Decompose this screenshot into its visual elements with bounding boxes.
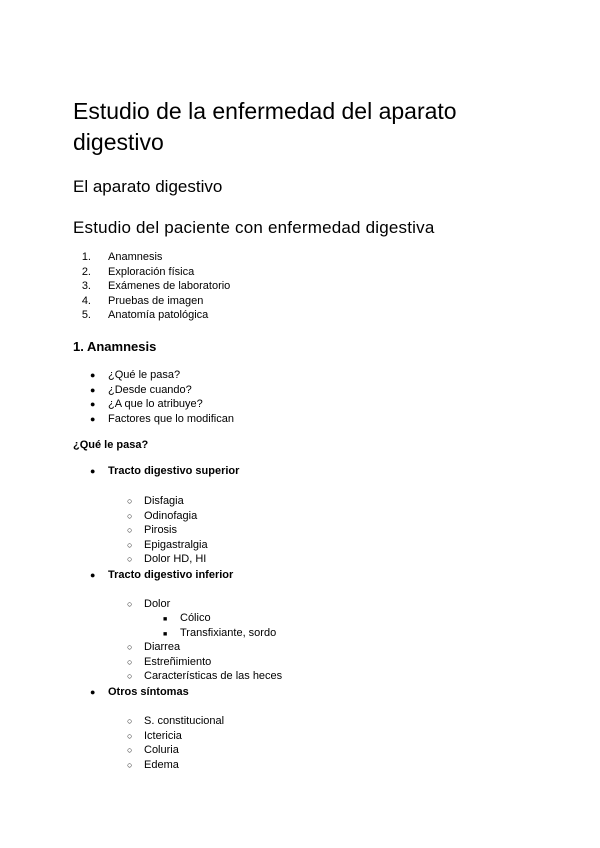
list-item: ● ¿Desde cuando? (90, 383, 192, 396)
otros-items (127, 714, 224, 772)
list-item: 2. Exploración física (81, 265, 195, 278)
inferior-items (127, 640, 282, 684)
list-item: ● Factores que lo modifican (90, 412, 234, 425)
que-le-pasa-heading: ¿Qué le pasa? (73, 439, 149, 451)
list-item: ● ¿A que lo atribuye? (90, 398, 203, 411)
circle-icon: ○ (127, 539, 133, 550)
bullet-icon: ● (90, 466, 96, 476)
circle-icon: ○ (127, 496, 133, 506)
circle-icon: ○ (127, 656, 133, 667)
bullet-icon: ● (90, 384, 96, 395)
group-label: Tracto digestivo inferior (108, 569, 234, 581)
list-item: ■ Transfixiante, sordo (163, 626, 276, 641)
dolor-subitems (163, 611, 276, 640)
list-item: ○ Características de las heces (127, 670, 283, 683)
circle-icon: ○ (127, 671, 133, 682)
list-item: 3. Exámenes de laboratorio (81, 280, 231, 293)
section-heading-aparato: El aparato digestivo (73, 177, 223, 196)
list-item: ○ Pirosis (127, 524, 178, 537)
list-item: ○ Disfagia (127, 495, 184, 507)
circle-icon: ○ (127, 510, 133, 521)
group-otros (90, 685, 189, 700)
group-label: Tracto digestivo superior (108, 465, 240, 477)
list-item: ○ Dolor HD, HI (127, 553, 207, 566)
list-item: 4. Pruebas de imagen (81, 294, 204, 307)
bullet-icon: ● (90, 570, 96, 580)
list-item: ○ Epigastralgia (127, 538, 208, 551)
circle-icon: ○ (127, 599, 133, 609)
anamnesis-heading: 1. Anamnesis (73, 339, 157, 354)
circle-icon: ○ (127, 554, 133, 565)
group-inferior (90, 568, 233, 583)
circle-icon: ○ (127, 745, 133, 756)
list-item: 5. Anatomía patológica (81, 309, 209, 322)
list-item: ○ Diarrea (127, 641, 181, 653)
circle-icon: ○ (127, 716, 133, 726)
numbered-list (73, 250, 230, 323)
circle-icon: ○ (127, 759, 133, 770)
group-superior (90, 464, 239, 479)
group-label: Otros síntomas (108, 686, 189, 698)
circle-icon: ○ (127, 730, 133, 741)
anamnesis-bullets (90, 368, 234, 426)
bullet-icon: ● (90, 413, 96, 424)
list-item: ○ Odinofagia (127, 509, 198, 522)
document-title: Estudio de la enfermedad del aparato digestivo (73, 98, 457, 155)
circle-icon: ○ (127, 525, 133, 536)
square-icon: ■ (163, 616, 168, 623)
list-item: ● ¿Qué le pasa? (90, 369, 181, 381)
list-item: ○ Edema (127, 758, 179, 771)
inferior-dolor (127, 597, 170, 612)
superior-items (127, 494, 208, 567)
list-item: ○ Dolor (127, 598, 171, 610)
bullet-icon: ● (90, 399, 96, 410)
list-item: ○ Ictericia (127, 729, 182, 742)
list-item: 1. Anamnesis (81, 251, 163, 263)
list-item: ○ S. constitucional (127, 715, 225, 727)
bullet-icon: ● (90, 370, 96, 380)
list-item: ○ Coluria (127, 744, 179, 757)
list-item: ■ Cólico (163, 611, 276, 626)
bullet-icon: ● (90, 687, 96, 697)
circle-icon: ○ (127, 642, 133, 652)
section-heading-estudio: Estudio del paciente con enfermedad digestiva (73, 218, 435, 237)
list-item: ○ Estreñimiento (127, 655, 212, 668)
square-icon: ■ (163, 630, 168, 638)
